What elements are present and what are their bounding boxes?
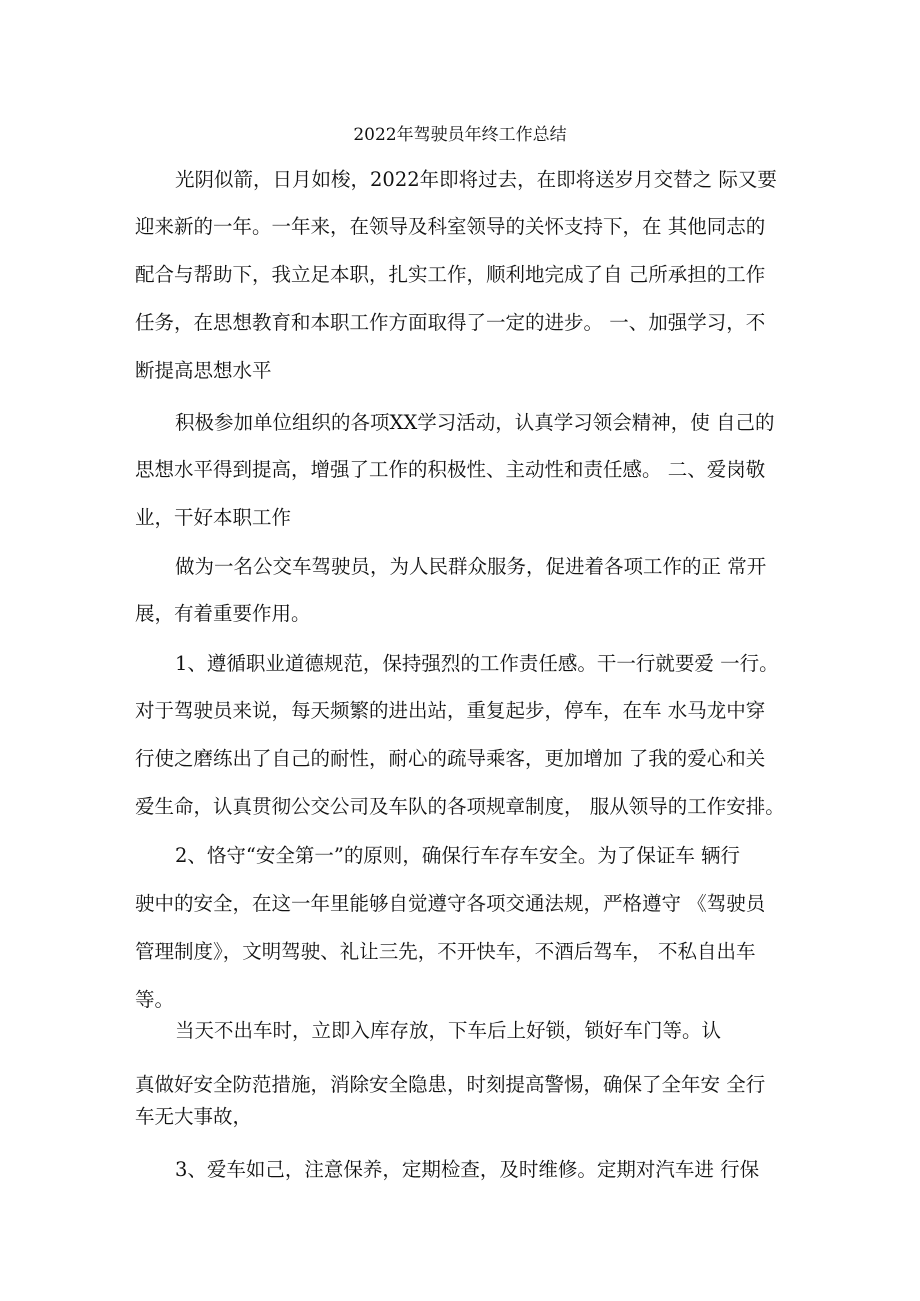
paragraph-line: 等。 [135, 988, 175, 1011]
document-title: 2022年驾驶员年终工作总结 [353, 125, 567, 145]
paragraph-line: 当天不出车时，立即入库存放，下车后上好锁，锁好车门等。认 [175, 1019, 722, 1042]
paragraph-line: 1、遵循职业道德规范，保持强烈的工作责任感。干一行就要爱 一行。 [175, 652, 779, 675]
paragraph-line: 3、爱车如己，注意保养，定期检查，及时维修。定期对汽车进 行保 [175, 1158, 760, 1181]
paragraph-line: 配合与帮助下，我立足本职，扎实工作，顺利地完成了自 己所承担的工作 [135, 263, 766, 286]
paragraph-line: 对于驾驶员来说，每天频繁的进出站，重复起步，停车，在车 水马龙中穿 [135, 699, 766, 722]
paragraph-line: 业，干好本职工作 [135, 506, 292, 529]
paragraph-line: 管理制度》，文明驾驶、礼让三先，不开快车，不酒后驾车， 不私自出车 [135, 940, 756, 963]
paragraph-line: 爱生命，认真贯彻公交公司及车队的各项规章制度， 服从领导的工作安排。 [135, 795, 785, 818]
paragraph-line: 车无大事故， [135, 1105, 253, 1128]
paragraph-line: 任务，在思想教育和本职工作方面取得了一定的进步。 一、加强学习，不 [135, 311, 766, 334]
paragraph-line: 行使之磨练出了自己的耐性，耐心的疏导乘客，更加增加 了我的爱心和关 [135, 747, 766, 770]
paragraph-line: 2、恪守“安全第一”的原则，确保行车存车安全。为了保证车 辆行 [175, 844, 741, 867]
paragraph-line: 光阴似箭，日月如梭，2022年即将过去，在即将送岁月交替之 际又要 [175, 168, 777, 191]
paragraph-line: 真做好安全防范措施，消除安全隐患，时刻提高警惕，确保了全年安 全行 [135, 1073, 766, 1096]
paragraph-line: 断提高思想水平 [135, 359, 272, 382]
paragraph-line: 驶中的安全，在这一年里能够自觉遵守各项交通法规，严格遵守 《驾驶员 [135, 892, 766, 915]
paragraph-line: 迎来新的一年。一年来，在领导及科室领导的关怀支持下，在 其他同志的 [135, 215, 766, 238]
paragraph-line: 展，有着重要作用。 [135, 602, 311, 625]
paragraph-line: 思想水平得到提高，增强了工作的积极性、主动性和责任感。 二、爱岗敬 [135, 458, 766, 481]
paragraph-line: 积极参加单位组织的各项XX学习活动，认真学习领会精神，使 自己的 [175, 411, 775, 434]
paragraph-line: 做为一名公交车驾驶员，为人民群众服务，促进着各项工作的正 常开 [175, 555, 767, 578]
